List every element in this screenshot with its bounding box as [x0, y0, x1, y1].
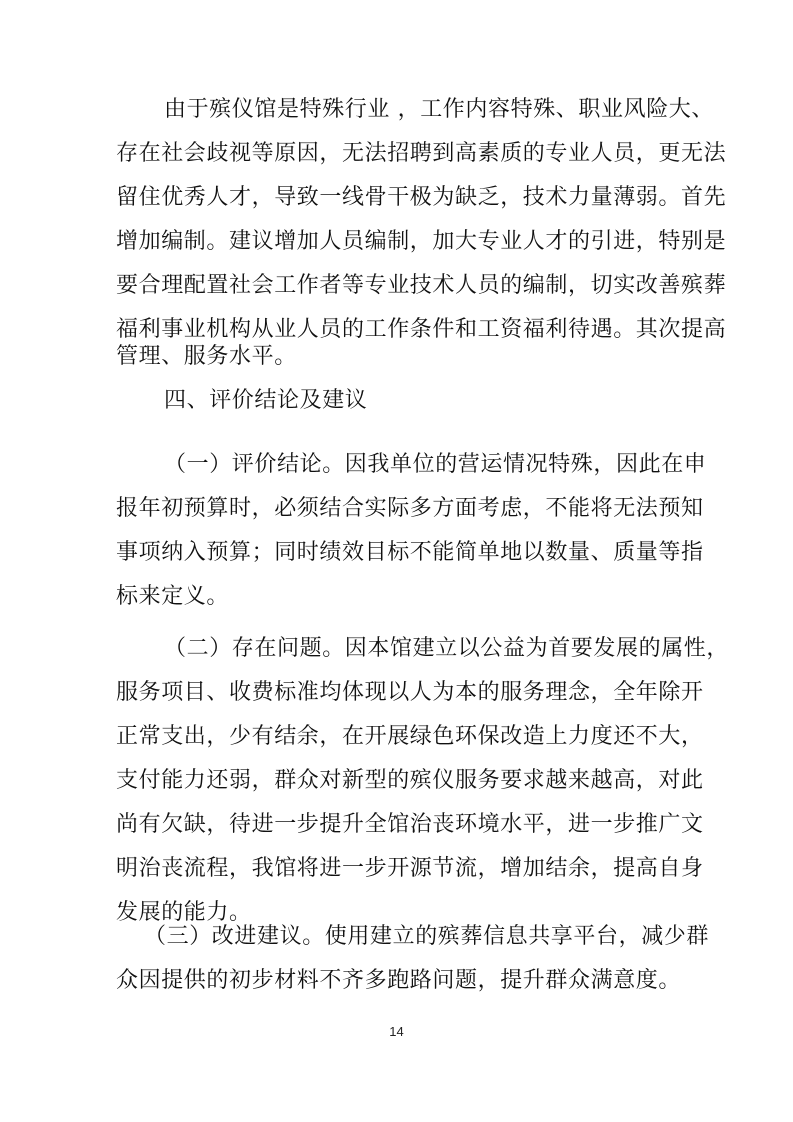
- paragraph-line: （二）存在问题。因本馆建立以公益为首要发展的属性，: [164, 636, 730, 661]
- paragraph-line: 正常支出，少有结余，在开展绿色环保改造上力度还不大，: [116, 724, 704, 749]
- section-heading: 四、评价结论及建议: [164, 388, 368, 413]
- paragraph-line: 存在社会歧视等原因，无法招聘到高素质的专业人员，更无法: [116, 141, 727, 166]
- paragraph-line: 事项纳入预算；同时绩效目标不能简单地以数量、质量等指: [116, 540, 704, 565]
- paragraph-line: 福利事业机构从业人员的工作条件和工资福利待遇。其次提高: [116, 317, 727, 342]
- paragraph-line: 明治丧流程，我馆将进一步开源节流，增加结余，提高自身: [116, 856, 704, 881]
- paragraph-line: 报年初预算时，必须结合实际多方面考虑，不能将无法预知: [116, 496, 704, 521]
- paragraph-line: （一）评价结论。因我单位的营运情况特殊，因此在申: [164, 452, 707, 477]
- page-number: 14: [389, 1024, 404, 1039]
- paragraph-line: 管理、服务水平。: [116, 344, 297, 369]
- paragraph-line: 由于殡仪馆是特殊行业 ，工作内容特殊、职业风险大、: [164, 97, 714, 122]
- paragraph-line: 标来定义。: [116, 584, 230, 609]
- paragraph-line: 尚有欠缺，待进一步提升全馆治丧环境水平，进一步推广文: [116, 812, 704, 837]
- paragraph-line: 服务项目、收费标准均体现以人为本的服务理念，全年除开: [116, 680, 704, 705]
- paragraph-line: （三）改进建议。使用建立的殡葬信息共享平台，减少群: [144, 924, 710, 949]
- paragraph-line: 要合理配置社会工作者等专业技术人员的编制，切实改善殡葬: [116, 273, 727, 298]
- paragraph-line: 众因提供的初步材料不齐多跑路问题，提升群众满意度。: [116, 968, 682, 993]
- paragraph-line: 增加编制。建议增加人员编制，加大专业人才的引进，特别是: [116, 229, 727, 254]
- paragraph-line: 留住优秀人才，导致一线骨干极为缺乏，技术力量薄弱。首先: [116, 185, 727, 210]
- paragraph-line: 发展的能力。: [116, 900, 252, 925]
- paragraph-line: 支付能力还弱，群众对新型的殡仪服务要求越来越高，对此: [116, 768, 704, 793]
